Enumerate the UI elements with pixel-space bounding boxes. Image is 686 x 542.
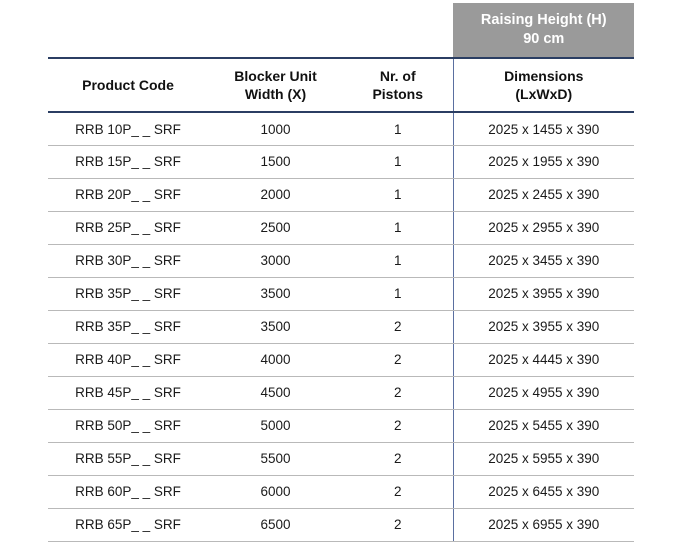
header-nr-of-pistons-line2: Pistons (372, 86, 424, 103)
cell-product-code: RRB 45P_ _ SRF (48, 376, 208, 409)
raising-height-banner (453, 3, 634, 58)
cell-blocker-width: 3000 (208, 244, 343, 277)
cell-dimensions: 2025 x 1455 x 390 (453, 112, 634, 145)
cell-product-code: RRB 40P_ _ SRF (48, 343, 208, 376)
cell-dimensions: 2025 x 1955 x 390 (453, 145, 634, 178)
cell-pistons: 2 (343, 310, 453, 343)
cell-dimensions: 2025 x 5955 x 390 (453, 442, 634, 475)
cell-pistons: 1 (343, 112, 453, 145)
banner-spacer (48, 3, 453, 58)
cell-blocker-width: 6000 (208, 475, 343, 508)
cell-blocker-width: 5500 (208, 442, 343, 475)
table-row (48, 409, 634, 442)
cell-blocker-width: 5000 (208, 409, 343, 442)
header-product-code-line1: Product Code (82, 77, 174, 94)
cell-blocker-width: 4000 (208, 343, 343, 376)
cell-product-code: RRB 55P_ _ SRF (48, 442, 208, 475)
cell-dimensions: 2025 x 5455 x 390 (453, 409, 634, 442)
header-blocker-unit-width-line1: Blocker Unit (234, 68, 317, 84)
table-row (48, 376, 634, 409)
header-dimensions (453, 58, 634, 112)
raising-height-title: Raising Height (H) (480, 12, 607, 29)
cell-pistons: 2 (343, 343, 453, 376)
cell-pistons: 2 (343, 409, 453, 442)
cell-blocker-width: 1000 (208, 112, 343, 145)
table-row (48, 475, 634, 508)
table-row (48, 343, 634, 376)
table-row (48, 178, 634, 211)
header-dimensions-line1: Dimensions (504, 68, 584, 84)
cell-pistons: 1 (343, 211, 453, 244)
cell-dimensions: 2025 x 2955 x 390 (453, 211, 634, 244)
cell-product-code: RRB 50P_ _ SRF (48, 409, 208, 442)
cell-blocker-width: 6500 (208, 508, 343, 541)
cell-pistons: 2 (343, 508, 453, 541)
cell-product-code: RRB 20P_ _ SRF (48, 178, 208, 211)
cell-dimensions: 2025 x 2455 x 390 (453, 178, 634, 211)
cell-blocker-width: 3500 (208, 277, 343, 310)
table-row (48, 310, 634, 343)
cell-product-code: RRB 35P_ _ SRF (48, 277, 208, 310)
header-blocker-unit-width-line2: Width (X) (244, 86, 307, 103)
cell-blocker-width: 4500 (208, 376, 343, 409)
cell-pistons: 2 (343, 475, 453, 508)
cell-product-code: RRB 60P_ _ SRF (48, 475, 208, 508)
header-product-code (48, 58, 208, 112)
cell-dimensions: 2025 x 6955 x 390 (453, 508, 634, 541)
header-blocker-unit-width (208, 58, 343, 112)
banner-row (48, 3, 634, 58)
cell-product-code: RRB 10P_ _ SRF (48, 112, 208, 145)
cell-product-code: RRB 30P_ _ SRF (48, 244, 208, 277)
cell-blocker-width: 1500 (208, 145, 343, 178)
cell-dimensions: 2025 x 3955 x 390 (453, 310, 634, 343)
table-row (48, 442, 634, 475)
header-nr-of-pistons (343, 58, 453, 112)
header-dimensions-line2: (LxWxD) (515, 86, 573, 103)
cell-pistons: 1 (343, 244, 453, 277)
cell-blocker-width: 2500 (208, 211, 343, 244)
cell-pistons: 2 (343, 376, 453, 409)
raising-height-value: 90 cm (523, 30, 565, 47)
table-row (48, 211, 634, 244)
cell-product-code: RRB 35P_ _ SRF (48, 310, 208, 343)
cell-product-code: RRB 25P_ _ SRF (48, 211, 208, 244)
cell-pistons: 1 (343, 277, 453, 310)
table-row (48, 112, 634, 145)
cell-blocker-width: 3500 (208, 310, 343, 343)
cell-pistons: 2 (343, 442, 453, 475)
table-row (48, 244, 634, 277)
cell-product-code: RRB 65P_ _ SRF (48, 508, 208, 541)
header-row (48, 58, 634, 112)
cell-blocker-width: 2000 (208, 178, 343, 211)
cell-pistons: 1 (343, 178, 453, 211)
cell-dimensions: 2025 x 6455 x 390 (453, 475, 634, 508)
cell-dimensions: 2025 x 4955 x 390 (453, 376, 634, 409)
cell-pistons: 1 (343, 145, 453, 178)
table-row (48, 277, 634, 310)
table-row (48, 508, 634, 541)
header-nr-of-pistons-line1: Nr. of (379, 68, 416, 84)
table-row (48, 145, 634, 178)
specification-table (48, 3, 634, 542)
cell-product-code: RRB 15P_ _ SRF (48, 145, 208, 178)
cell-dimensions: 2025 x 4445 x 390 (453, 343, 634, 376)
cell-dimensions: 2025 x 3955 x 390 (453, 277, 634, 310)
cell-dimensions: 2025 x 3455 x 390 (453, 244, 634, 277)
